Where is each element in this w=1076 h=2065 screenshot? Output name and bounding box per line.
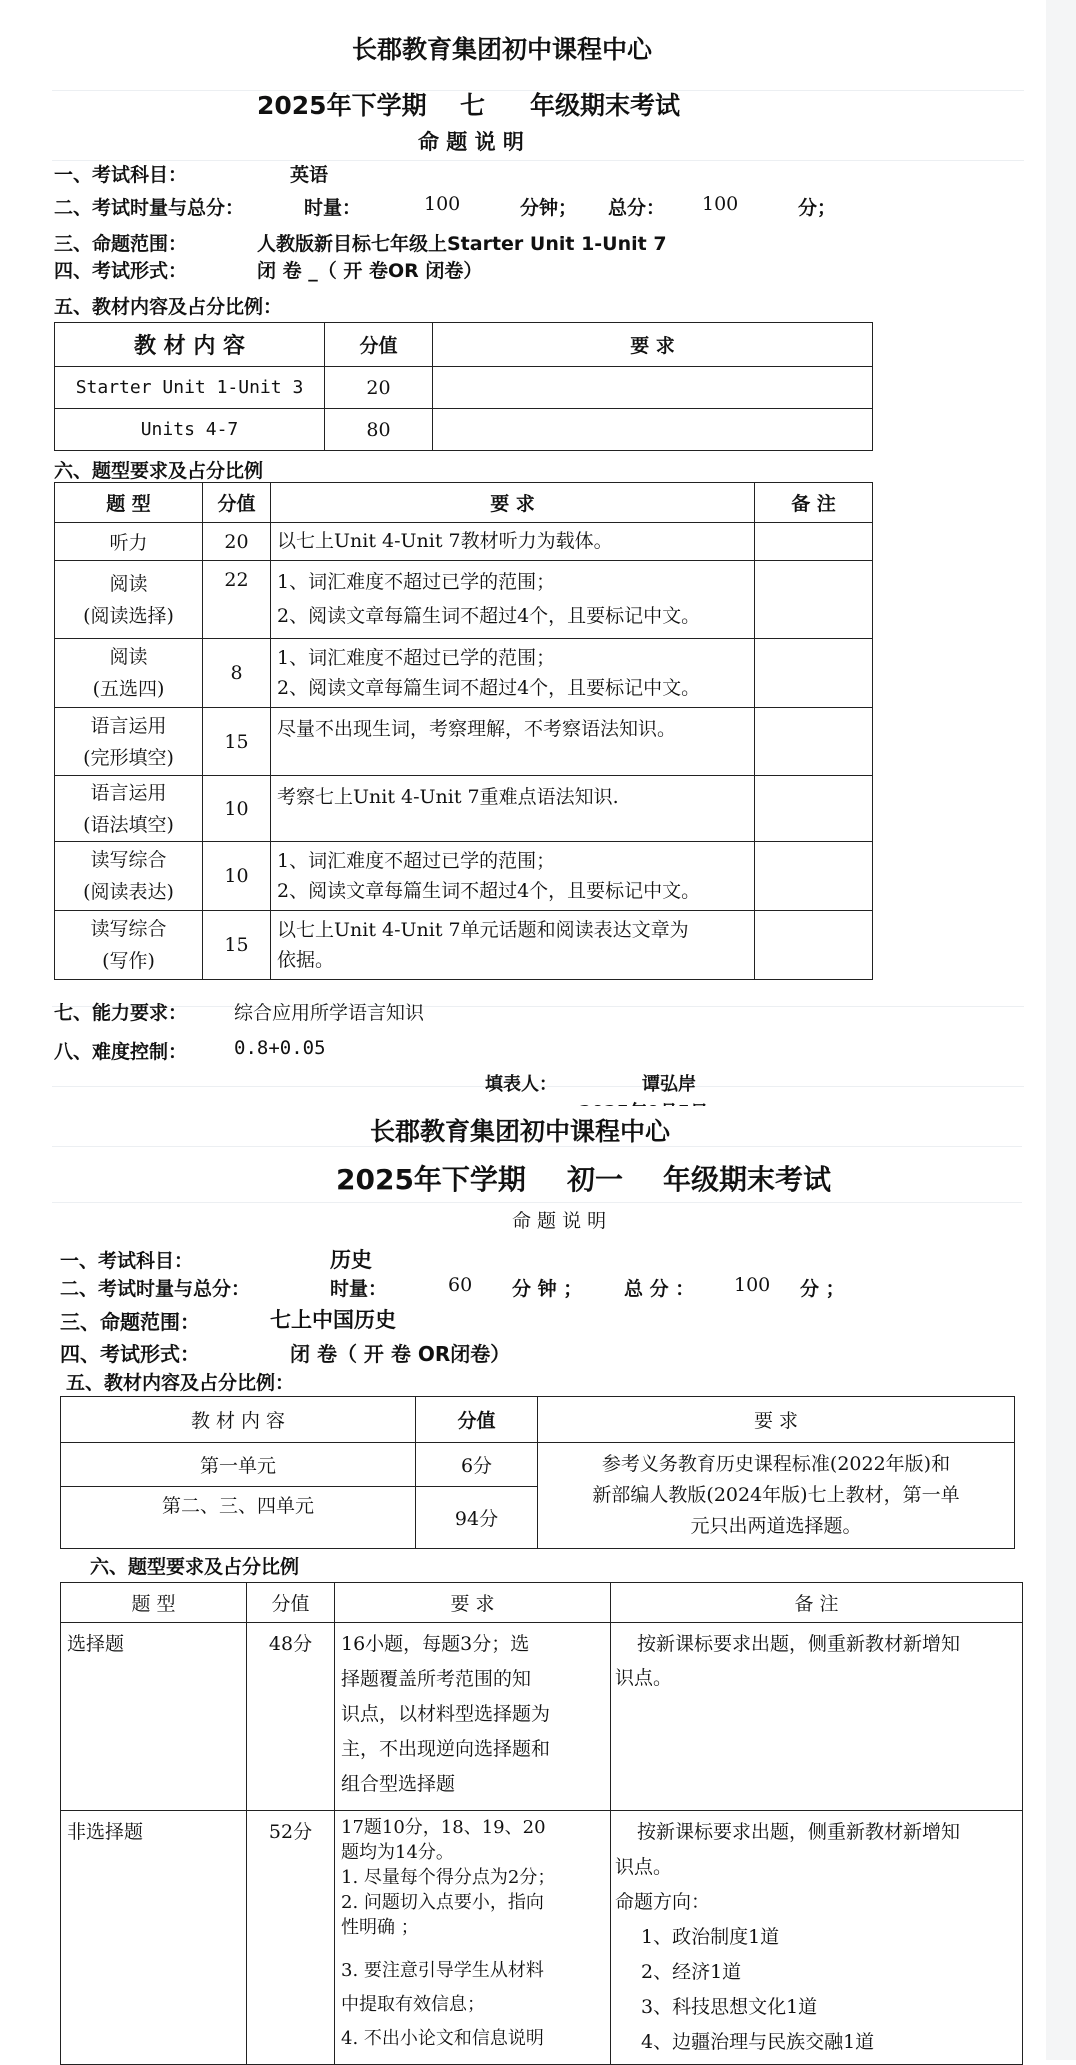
- type-cell: 听力: [55, 523, 203, 561]
- type-line: 读写综合: [90, 918, 167, 940]
- table-row: [55, 639, 873, 708]
- scope-value: 七上中国历史: [270, 1308, 396, 1332]
- col-head-note: 备 注: [611, 1583, 1023, 1623]
- table-cell: Starter Unit 1-Unit 3: [55, 367, 325, 409]
- note-line: 4、边疆治理与民族交融1道: [641, 2031, 875, 2053]
- table-cell: Units 4-7: [55, 409, 325, 451]
- type-line: (语法填空): [83, 813, 174, 836]
- note-line: 识点。: [615, 1856, 673, 1878]
- req-line: 1. 尽量每个得分点为2分；: [341, 1867, 556, 1888]
- req-line: 识点，以材料型选择题为: [341, 1703, 551, 1725]
- type-line: 语言运用: [90, 714, 167, 737]
- exam-title: 年级期末考试: [530, 91, 681, 120]
- table-cell: 6分: [416, 1443, 538, 1487]
- filler-name: 谭弘岸: [642, 1074, 696, 1095]
- org-title: 长郡教育集团初中课程中心: [370, 1117, 671, 1146]
- exam-title: 年级期末考试: [663, 1163, 832, 1196]
- score-cell: 15: [203, 708, 271, 776]
- col-head-score: 分值: [203, 483, 271, 523]
- type-line: (阅读表达): [83, 881, 174, 903]
- exam-term: 2025年下学期: [257, 91, 427, 120]
- col-head-req: 要 求: [538, 1397, 1015, 1443]
- total-value: 100: [702, 193, 739, 215]
- exam-spec-sheet-english: [52, 20, 1024, 1106]
- section1-label: 一、考试科目：: [60, 1250, 194, 1272]
- form-value: 闭 卷（ 开 卷 OR闭卷）: [290, 1342, 511, 1366]
- question-type-table: [60, 1582, 1023, 2065]
- score-cell: 22: [203, 561, 271, 639]
- section2-label: 二、考试时量与总分：: [60, 1278, 251, 1300]
- type-line: 语言运用: [90, 781, 167, 804]
- table-row: [55, 776, 873, 842]
- col-head-req: 要 求: [335, 1583, 611, 1623]
- table-cell: 94分: [416, 1487, 538, 1549]
- score-cell: 20: [203, 523, 271, 561]
- req-line: 4. 不出小论文和信息说明: [341, 2028, 544, 2049]
- time-label: 时量：: [304, 197, 362, 219]
- content-ratio-table: [54, 322, 873, 451]
- req-line: 16小题，每题3分；选: [341, 1633, 530, 1655]
- section3-label: 三、命题范围：: [54, 233, 188, 255]
- section4-label: 四、考试形式：: [60, 1342, 200, 1366]
- req-line: 2、阅读文章每篇生词不超过4个，且要标记中文。: [277, 677, 701, 699]
- type-line: 读写综合: [90, 849, 167, 871]
- req-line: 依据。: [277, 949, 335, 971]
- table-row: [55, 561, 873, 639]
- req-line: 题均为14分。: [341, 1842, 454, 1863]
- col-head-score: 分值: [247, 1583, 335, 1623]
- section4-label: 四、考试形式：: [54, 260, 188, 282]
- req-line: 新部编人教版(2024年版)七上教材，第一单: [592, 1484, 960, 1506]
- exam-spec-sheet-history: [52, 1106, 1022, 2060]
- req-line: 3. 要注意引导学生从材料: [341, 1960, 544, 1981]
- note-cell: [755, 911, 873, 980]
- total-unit: 分 ；: [800, 1278, 845, 1300]
- total-label: 总 分 ：: [624, 1278, 695, 1300]
- note-line: 命题方向：: [615, 1891, 711, 1913]
- section3-label: 三、命题范围：: [60, 1310, 200, 1334]
- col-head-req: 要 求: [433, 323, 873, 367]
- filler-label: 填表人：: [485, 1074, 557, 1095]
- note-line: 2、经济1道: [641, 1961, 742, 1983]
- table-cell: [433, 367, 873, 409]
- col-head-type: 题 型: [55, 483, 203, 523]
- table-row: [61, 1623, 1023, 1811]
- total-unit: 分；: [798, 197, 837, 219]
- note-cell: [755, 523, 873, 561]
- note-cell: [755, 561, 873, 639]
- col-head-note: 备 注: [755, 483, 873, 523]
- req-line: 1、词汇难度不超过已学的范围；: [277, 571, 556, 593]
- ability-value: 综合应用所学语言知识: [234, 1002, 425, 1024]
- table-cell: [433, 409, 873, 451]
- exam-term: 2025年下学期: [336, 1163, 526, 1196]
- type-line: 阅读: [109, 572, 148, 595]
- col-head-content: 教 材 内 容: [55, 323, 325, 367]
- note-line: 按新课标要求出题，侧重新教材新增知: [637, 1821, 961, 1843]
- exam-grade: 初一: [567, 1163, 624, 1196]
- req-line: 主，不出现逆向选择题和: [341, 1738, 551, 1760]
- table-row: [55, 842, 873, 911]
- subject-value: 历史: [330, 1248, 372, 1272]
- req-line: 2、阅读文章每篇生词不超过4个，且要标记中文。: [277, 880, 701, 902]
- req-line: 中提取有效信息；: [341, 1994, 485, 2015]
- col-head-score: 分值: [325, 323, 433, 367]
- type-line: 阅读: [109, 646, 148, 668]
- req-line: 性明确 ；: [341, 1917, 419, 1938]
- note-line: 1、政治制度1道: [641, 1926, 780, 1948]
- section2-label: 二、考试时量与总分：: [54, 197, 245, 219]
- req-line: 2、阅读文章每篇生词不超过4个，且要标记中文。: [277, 605, 701, 627]
- total-value: 100: [734, 1274, 771, 1296]
- score-cell: 8: [203, 639, 271, 708]
- note-cell: [755, 776, 873, 842]
- exam-grade: 七: [460, 91, 486, 120]
- type-cell: 非选择题: [61, 1811, 247, 2065]
- col-head-type: 题 型: [61, 1583, 247, 1623]
- req-line: 元只出两道选择题。: [690, 1515, 862, 1537]
- score-cell: 52分: [247, 1811, 335, 2065]
- type-line: (阅读选择): [83, 604, 174, 627]
- table-row: [55, 523, 873, 561]
- table-row: [55, 708, 873, 776]
- type-cell: 选择题: [61, 1623, 247, 1811]
- subtitle: 命 题 说 明: [418, 130, 524, 154]
- type-line: (写作): [102, 950, 155, 972]
- req-cell: 以七上Unit 4-Unit 7教材听力为载体。: [271, 523, 755, 561]
- type-line: (完形填空): [83, 746, 174, 769]
- difficulty-value: 0.8+0.05: [234, 1037, 326, 1059]
- table-cell: 80: [325, 409, 433, 451]
- time-unit: 分钟；: [520, 197, 578, 219]
- req-line: 参考义务教育历史课程标准(2022年版)和: [601, 1453, 951, 1475]
- note-line: 识点。: [615, 1667, 673, 1689]
- time-value: 100: [424, 193, 461, 215]
- note-cell: [755, 708, 873, 776]
- section8-label: 八、难度控制：: [54, 1041, 188, 1063]
- time-unit: 分 钟 ；: [512, 1278, 583, 1300]
- time-value: 60: [448, 1274, 473, 1296]
- table-cell: 第二、三、四单元: [61, 1487, 416, 1549]
- req-line: 17题10分，18、19、20: [341, 1817, 546, 1838]
- form-value: 闭 卷 _（ 开 卷OR 闭卷）: [257, 260, 483, 282]
- org-title: 长郡教育集团初中课程中心: [352, 35, 653, 64]
- score-cell: 48分: [247, 1623, 335, 1811]
- type-line: (五选四): [92, 678, 165, 700]
- section6-label: 六、题型要求及占分比例: [54, 460, 264, 482]
- section1-label: 一、考试科目：: [54, 164, 188, 186]
- score-cell: 10: [203, 842, 271, 911]
- subject-value: 英语: [290, 164, 329, 186]
- scope-value: 人教版新目标七年级上Starter Unit 1-Unit 7: [257, 233, 667, 255]
- table-cell: 20: [325, 367, 433, 409]
- req-line: 1、词汇难度不超过已学的范围；: [277, 850, 556, 872]
- req-line: 1、词汇难度不超过已学的范围；: [277, 647, 556, 669]
- page-edge-strip: [1046, 0, 1076, 2060]
- note-line: 按新课标要求出题，侧重新教材新增知: [637, 1633, 961, 1655]
- content-ratio-table: [60, 1396, 1015, 1549]
- table-row: [55, 911, 873, 980]
- time-label: 时量：: [330, 1278, 388, 1300]
- col-head-score: 分值: [416, 1397, 538, 1443]
- section5-label: 五、教材内容及占分比例：: [54, 296, 283, 318]
- score-cell: 10: [203, 776, 271, 842]
- subtitle: 命 题 说 明: [512, 1210, 607, 1232]
- table-row: [61, 1811, 1023, 2065]
- req-cell: 考察七上Unit 4-Unit 7重难点语法知识.: [271, 776, 755, 842]
- score-cell: 15: [203, 911, 271, 980]
- req-line: 择题覆盖所考范围的知: [341, 1668, 532, 1690]
- note-line: 3、科技思想文化1道: [641, 1996, 818, 2018]
- note-cell: [755, 842, 873, 911]
- section5-label: 五、教材内容及占分比例：: [66, 1372, 295, 1394]
- col-head-req: 要 求: [271, 483, 755, 523]
- note-cell: [755, 639, 873, 708]
- section6-label: 六、题型要求及占分比例: [90, 1556, 300, 1578]
- col-head-content: 教 材 内 容: [61, 1397, 416, 1443]
- req-line: 组合型选择题: [341, 1773, 456, 1795]
- req-cell: 尽量不出现生词，考察理解，不考察语法知识。: [271, 708, 755, 776]
- question-type-table: [54, 482, 873, 980]
- total-label: 总分：: [608, 197, 666, 219]
- table-cell: 第一单元: [61, 1443, 416, 1487]
- req-line: 2. 问题切入点要小，指向: [341, 1892, 544, 1913]
- section7-label: 七、能力要求：: [54, 1002, 188, 1024]
- req-line: 以七上Unit 4-Unit 7单元话题和阅读表达文章为: [277, 919, 689, 941]
